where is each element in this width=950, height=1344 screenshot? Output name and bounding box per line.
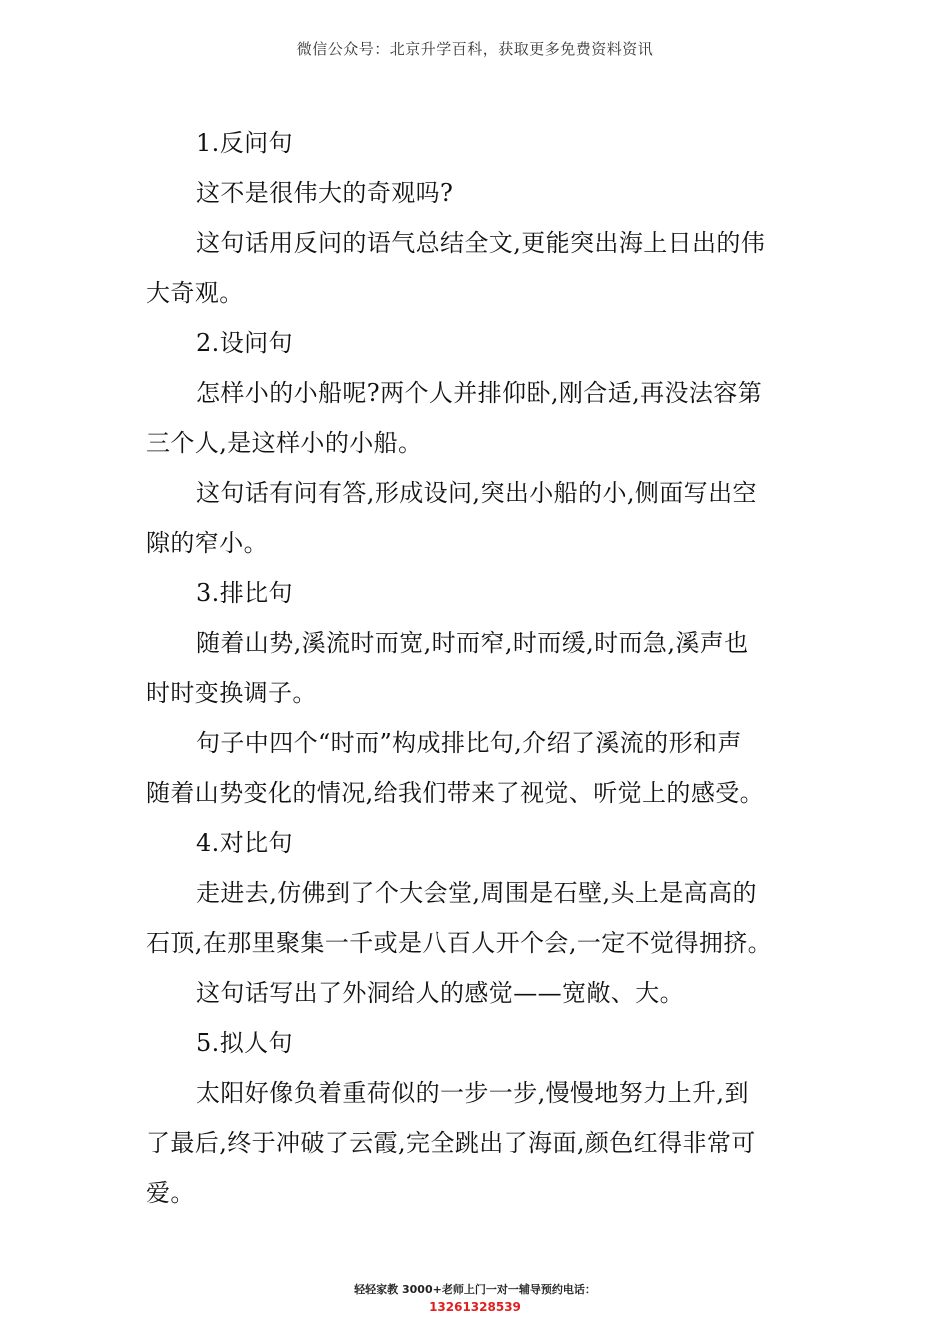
example-line: 三个人,是这样小的小船。 [146,429,423,457]
page-header: 微信公众号：北京升学百科，获取更多免费资料资讯 [296,40,654,58]
section-title-contrast: 4.对比句 [196,829,293,857]
example-line: 了最后,终于冲破了云霞,完全跳出了海面,颜色红得非常可 [146,1129,756,1157]
document-body [146,118,806,1218]
example-line: 走进去,仿佛到了个大会堂,周围是石壁,头上是高高的 [196,879,757,907]
footer-ad-text: 轻轻家教 3000+老师上门一对一辅导预约电话： [354,1283,596,1296]
example-line: 怎样小的小船呢?两个人并排仰卧,刚合适,再没法容第 [196,379,763,407]
analysis-line: 隙的窄小。 [146,529,268,557]
section-title-set-question: 2.设问句 [196,329,293,357]
footer-phone-number: 13261328539 [429,1300,521,1314]
example-line: 太阳好像负着重荷似的一步一步,慢慢地努力上升,到 [196,1079,749,1107]
example-line: 时时变换调子。 [146,679,317,707]
analysis-line: 这句话有问有答,形成设问,突出小船的小,侧面写出空 [196,479,757,507]
example-line: 石顶,在那里聚集一千或是八百人开个会,一定不觉得拥挤。 [146,929,773,957]
analysis-line: 这句话写出了外洞给人的感觉——宽敞、大。 [196,979,684,1007]
example-line: 这不是很伟大的奇观吗? [196,179,454,207]
example-line: 爱。 [146,1179,195,1207]
section-title-personification: 5.拟人句 [196,1029,293,1057]
analysis-line: 随着山势变化的情况,给我们带来了视觉、听觉上的感受。 [146,779,765,807]
section-title-rhetorical-question: 1.反问句 [196,129,293,157]
analysis-line: 句子中四个“时而”构成排比句,介绍了溪流的形和声 [196,729,742,757]
section-title-parallelism: 3.排比句 [196,579,293,607]
example-line: 随着山势,溪流时而宽,时而窄,时而缓,时而急,溪声也 [196,629,749,657]
analysis-line: 这句话用反问的语气总结全文,更能突出海上日出的伟 [196,229,766,257]
analysis-line: 大奇观。 [146,279,244,307]
